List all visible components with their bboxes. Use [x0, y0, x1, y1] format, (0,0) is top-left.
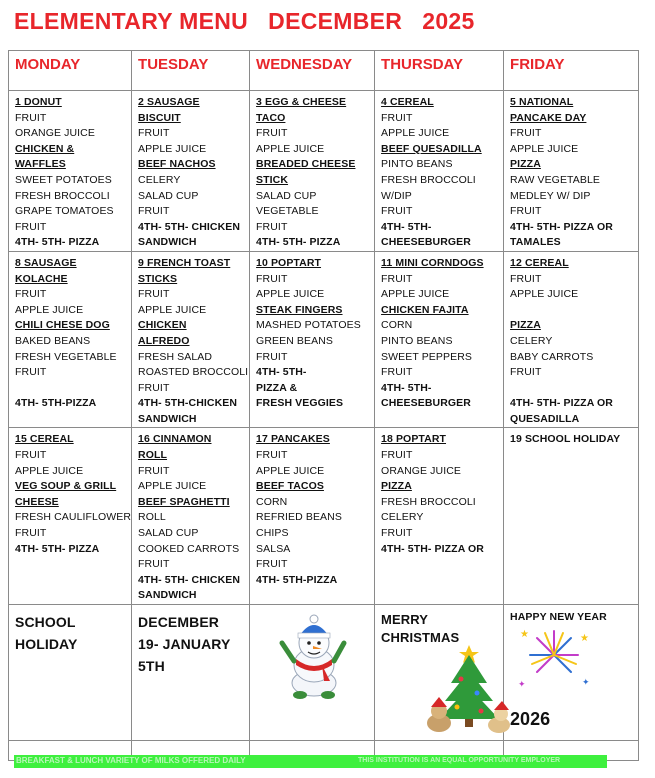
menu-item: W/DIP [381, 189, 412, 202]
menu-item: 4TH- 5TH- [381, 220, 432, 233]
menu-item: SANDWICH [138, 236, 197, 249]
menu-item: ORANGE JUICE [381, 464, 462, 477]
menu-item: 4TH- 5TH-PIZZA [15, 397, 97, 410]
menu-item: APPLE JUICE [138, 480, 207, 493]
svg-text:★: ★ [520, 629, 530, 640]
day-cell [9, 252, 131, 412]
day-cell [132, 91, 249, 251]
menu-day-title: 18 POPTART [381, 433, 447, 446]
menu-item: FRESH BROCCOLI [381, 173, 476, 186]
holiday-wednesday-cell [250, 605, 375, 741]
menu-day-title: 19 SCHOOL HOLIDAY [510, 433, 621, 446]
menu-item: FRUIT [510, 127, 542, 140]
new-year-number: 2026 [510, 709, 551, 729]
menu-item: FRUIT [256, 220, 288, 233]
menu-item: APPLE JUICE [510, 142, 579, 155]
menu-item: BEEF SPAGHETTI [138, 495, 230, 508]
menu-item: FRUIT [256, 449, 288, 462]
menu-item: PIZZA [510, 319, 541, 332]
menu-item: FRUIT [381, 449, 413, 462]
menu-item: APPLE JUICE [138, 303, 207, 316]
break-dates-line-3-text: 5TH [138, 658, 165, 674]
menu-item: FRUIT [510, 205, 542, 218]
menu-item: FRUIT [381, 272, 413, 285]
menu-day-title: 2 SAUSAGE [138, 96, 200, 108]
merry-christmas-line-2: CHRISTMAS [381, 630, 460, 645]
holiday-friday-cell [504, 605, 639, 741]
menu-item: CHEESEBURGER [381, 397, 471, 410]
menu-day-title: 8 SAUSAGE [15, 256, 77, 269]
menu-day-title: 12 CEREAL [510, 256, 569, 269]
menu-item: APPLE JUICE [138, 142, 207, 155]
break-dates-line-2: 19- JANUARY [138, 636, 231, 652]
day-cell [504, 91, 638, 251]
day-cell [375, 91, 503, 251]
menu-item: CHIPS [256, 527, 289, 540]
menu-item: 4TH- 5TH-PIZZA [256, 573, 338, 586]
menu-item: FRUIT [138, 205, 170, 218]
menu-item: CELERY [138, 173, 181, 186]
day-cell [132, 252, 249, 428]
menu-item [15, 381, 131, 397]
menu-day-title: 15 CEREAL [15, 433, 74, 446]
fireworks-icon [514, 625, 594, 695]
menu-item: KOLACHE [15, 272, 68, 285]
day-header-monday: MONDAY [9, 51, 132, 91]
menu-item: 4TH- 5TH- PIZZA OR [510, 397, 613, 410]
menu-item: STICK [256, 173, 289, 186]
menu-item: CORN [381, 319, 413, 332]
menu-item: SALAD CUP [138, 189, 199, 202]
menu-day-title: 16 CINNAMON [138, 433, 212, 446]
menu-item: 4TH- 5TH- CHICKEN [138, 220, 241, 233]
menu-item: MEDLEY W/ DIP [510, 189, 591, 202]
menu-day-title: 1 DONUT [15, 96, 62, 108]
menu-item: WAFFLES [15, 158, 66, 171]
school-holiday-line-2: HOLIDAY [15, 636, 78, 652]
menu-item: 4TH- 5TH- PIZZA OR [510, 220, 613, 233]
menu-item: PANCAKE DAY [510, 111, 587, 124]
menu-item: FRUIT [256, 272, 288, 285]
menu-item: CHILI CHESE DOG [15, 319, 110, 332]
menu-item: SANDWICH [138, 589, 197, 602]
day-cell [250, 428, 374, 588]
menu-item: RAW VEGETABLE [510, 173, 601, 186]
day-cell [375, 252, 503, 412]
menu-item: FRUIT [15, 111, 47, 124]
svg-text:✦: ✦ [518, 679, 526, 689]
menu-item: SANDWICH [138, 412, 197, 425]
menu-item: FRESH VEGETABLE [15, 350, 117, 363]
menu-item: FRUIT [381, 366, 413, 379]
menu-day-title: 3 EGG & CHEESE [256, 96, 347, 108]
menu-item: BISCUIT [138, 111, 181, 124]
day-header-wednesday: WEDNESDAY [250, 51, 375, 91]
menu-item: BREADED CHEESE [256, 158, 356, 171]
menu-item: FRESH CAULIFLOWER [15, 511, 132, 524]
menu-item: TACO [256, 111, 286, 124]
day-cell [504, 252, 638, 428]
menu-item: FRUIT [381, 205, 413, 218]
menu-item: FRUIT [15, 366, 47, 379]
menu-item: CHICKEN & [15, 142, 75, 155]
menu-item: APPLE JUICE [256, 142, 325, 155]
menu-item: ROLL [138, 511, 166, 524]
day-header-row [9, 51, 639, 91]
menu-item: CHICKEN [138, 319, 187, 332]
day-cell [9, 91, 131, 251]
menu-item: APPLE JUICE [381, 288, 450, 301]
menu-item: APPLE JUICE [381, 127, 450, 140]
menu-item: ALFREDO [138, 334, 190, 347]
menu-item: CELERY [381, 511, 424, 524]
menu-item: APPLE JUICE [15, 303, 84, 316]
menu-item: SALAD CUP [256, 189, 317, 202]
menu-item: BABY CARROTS [510, 350, 594, 363]
menu-item: APPLE JUICE [256, 464, 325, 477]
menu-item: FRUIT [15, 449, 47, 462]
menu-item: STEAK FINGERS [256, 303, 343, 316]
menu-item: 4TH- 5TH- CHICKEN [138, 573, 241, 586]
menu-item: BEEF QUESADILLA [381, 142, 482, 155]
menu-day-title: 9 FRENCH TOAST [138, 256, 231, 269]
menu-item: FRESH BROCCOLI [15, 189, 110, 202]
menu-item [510, 303, 638, 319]
menu-item: CHICKEN FAJITA [381, 303, 469, 316]
menu-item: PIZZA [381, 480, 412, 493]
break-dates-line-3 [138, 655, 249, 677]
day-cell [132, 428, 249, 604]
menu-item: ROLL [138, 449, 168, 462]
footer-milk-note: BREAKFAST & LUNCH VARIETY OF MILKS OFFERED DAILY [16, 756, 246, 765]
menu-item: FRESH BROCCOLI [381, 495, 476, 508]
menu-item: 4TH- 5TH- PIZZA [15, 236, 100, 249]
day-cell [9, 428, 131, 557]
menu-item: PIZZA [510, 158, 541, 171]
menu-item: FRUIT [381, 527, 413, 540]
menu-item: BAKED BEANS [15, 334, 91, 347]
menu-item: TAMALES [510, 236, 561, 249]
menu-item: FRUIT [138, 288, 170, 301]
menu-item: VEGETABLE [256, 205, 319, 218]
menu-item: FRUIT [15, 288, 47, 301]
menu-item: COOKED CARROTS [138, 542, 240, 555]
menu-item [510, 381, 638, 397]
merry-christmas-line-1: MERRY [381, 612, 429, 627]
menu-item: QUESADILLA [510, 412, 580, 425]
menu-day-title: 10 POPTART [256, 256, 322, 269]
footer-bar [14, 755, 607, 768]
svg-text:★: ★ [580, 633, 590, 644]
menu-item: SALAD CUP [138, 527, 199, 540]
menu-item: FRUIT [256, 558, 288, 571]
day-header-friday: FRIDAY [504, 51, 639, 91]
menu-item: FRUIT [510, 272, 542, 285]
holiday-row [9, 605, 639, 741]
menu-item: FRUIT [256, 350, 288, 363]
menu-item: FRUIT [381, 111, 413, 124]
menu-item: FRUIT [510, 366, 542, 379]
menu-item: PIZZA & [256, 381, 298, 394]
menu-item: FRESH VEGGIES [256, 397, 344, 410]
menu-item: CHEESEBURGER [381, 236, 471, 249]
menu-item: CORN [256, 495, 288, 508]
school-holiday-line-1: SCHOOL [15, 614, 76, 630]
menu-item: APPLE JUICE [256, 288, 325, 301]
menu-item: MASHED POTATOES [256, 319, 361, 332]
menu-day-title: 4 CEREAL [381, 96, 434, 108]
day-cell [250, 252, 374, 412]
menu-item: PINTO BEANS [381, 334, 453, 347]
menu-item: 4TH- 5TH- PIZZA [256, 236, 341, 249]
menu-title: ELEMENTARY MENU DECEMBER 2025 [14, 8, 475, 34]
week-row-1 [9, 91, 639, 252]
week-row-2 [9, 251, 639, 428]
menu-item: FRUIT [138, 464, 170, 477]
menu-item: FRESH SALAD [138, 350, 213, 363]
menu-item: GRAPE TOMATOES [15, 205, 114, 218]
menu-item: 4TH- 5TH- PIZZA OR [381, 542, 484, 555]
week-row-3 [9, 428, 639, 605]
day-header-tuesday: TUESDAY [132, 51, 250, 91]
menu-item: BEEF NACHOS [138, 158, 216, 171]
menu-item: FRUIT [138, 127, 170, 140]
menu-item: 4TH- 5TH-CHICKEN [138, 397, 238, 410]
menu-item: SALSA [256, 542, 291, 555]
svg-text:✦: ✦ [582, 677, 590, 687]
menu-item: ORANGE JUICE [15, 127, 95, 140]
menu-item: APPLE JUICE [510, 288, 579, 301]
snowman-icon [250, 605, 374, 735]
menu-item: ROASTED BROCCOLI [138, 366, 249, 379]
menu-item: GREEN BEANS [256, 334, 334, 347]
menu-item: STICKS [138, 272, 178, 285]
menu-item: REFRIED BEANS [256, 511, 342, 524]
menu-item: FRUIT [15, 220, 47, 233]
menu-item: CELERY [510, 334, 553, 347]
menu-item: VEG SOUP & GRILL [15, 480, 117, 493]
day-cell [375, 428, 503, 557]
day-cell [250, 91, 374, 251]
day-header-thursday: THURSDAY [375, 51, 504, 91]
menu-day-title: 11 MINI CORNDOGS [381, 256, 484, 269]
holiday-tuesday-cell [132, 605, 250, 741]
menu-item: FRUIT [256, 127, 288, 140]
footer-equal-opportunity: THIS INSTITUTION IS AN EQUAL OPPORTUNITY EMPLOYER [358, 757, 561, 764]
menu-item: FRUIT [138, 381, 170, 394]
holiday-monday-cell [9, 605, 132, 741]
menu-item: FRUIT [15, 527, 47, 540]
menu-item: CHEESE [15, 495, 59, 508]
menu-item: FRUIT [138, 558, 170, 571]
holiday-thursday-cell [375, 605, 504, 741]
menu-day-title: 5 NATIONAL [510, 96, 574, 108]
menu-item: SWEET POTATOES [15, 173, 112, 186]
menu-item: PINTO BEANS [381, 158, 453, 171]
menu-item: 4TH- 5TH- PIZZA [15, 542, 100, 555]
menu-item: BEEF TACOS [256, 480, 324, 493]
menu-calendar [8, 50, 639, 761]
menu-day-title: 17 PANCAKES [256, 433, 330, 446]
menu-item: SWEET PEPPERS [381, 350, 473, 363]
menu-item: APPLE JUICE [15, 464, 84, 477]
menu-item: 4TH- 5TH- [381, 381, 432, 394]
day-cell [504, 428, 638, 448]
menu-item: 4TH- 5TH- [256, 366, 307, 379]
break-dates-line-1: DECEMBER [138, 614, 219, 630]
happy-new-year-label: HAPPY NEW YEAR [510, 611, 607, 623]
